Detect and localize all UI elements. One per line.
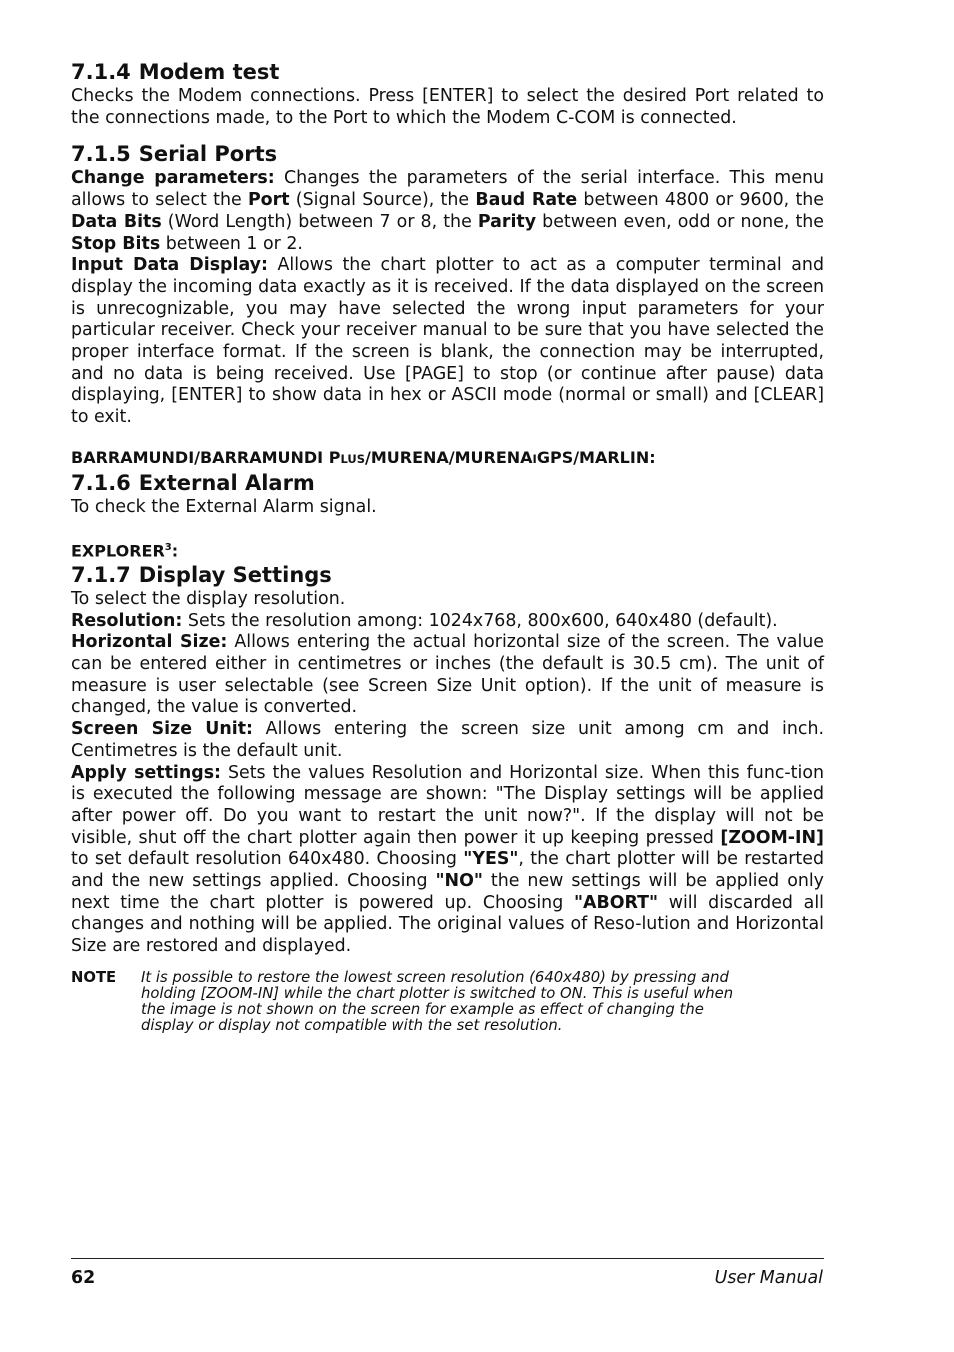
small-caps-run: LUS bbox=[340, 451, 365, 466]
model-applicability-barramundi bbox=[71, 448, 824, 469]
paragraph-resolution bbox=[71, 611, 824, 633]
note-text: It is possible to restore the lowest screen resolution (640x480) by pressing and holding [ZOOM-IN] while the chart plotter is switched to ON. This is useful when the image is not shown on the screen for example as effect of changing the display or display not compatible with the set resolution. bbox=[141, 968, 734, 1035]
term-label: Horizontal Size: bbox=[71, 632, 228, 653]
paragraph-external-alarm: To check the External Alarm signal. bbox=[71, 496, 377, 517]
page-content bbox=[71, 58, 824, 1035]
text-run: BARRAMUNDI/BARRAMUNDI bbox=[71, 447, 329, 467]
text-run: will discarded all changes and nothing will be applied. The original values of Reso-lution and Horizontal Size are restored and displayed. bbox=[71, 892, 824, 957]
term-label: Apply settings: bbox=[71, 762, 222, 783]
text-run: Allows entering the actual horizontal size of the screen. The value can be entered either in centimetres or inches (the default is 30.5 cm). The unit of measure is user selectable (see Screen Size Unit option). If the unit of measure is changed, the value is converted. bbox=[71, 632, 824, 718]
heading-external-alarm bbox=[71, 469, 824, 497]
section-title: External Alarm bbox=[138, 470, 315, 495]
term-data-bits: Data Bits bbox=[71, 211, 162, 232]
text-run: /MURENA/MURENA bbox=[364, 447, 533, 467]
text-run: between 4800 or 9600, the bbox=[577, 190, 825, 211]
text-run: Changes the parameters of the serial interface. This menu allows to select the bbox=[71, 168, 824, 211]
text-run: Allows entering the screen size unit among cm and inch. Centimetres is the default unit. bbox=[71, 719, 825, 761]
term-stop-bits: Stop Bits bbox=[71, 233, 161, 254]
text-run: P bbox=[328, 447, 341, 467]
term-label: Change parameters: bbox=[71, 168, 275, 189]
term-no: "NO" bbox=[435, 871, 483, 892]
text-run: the new settings will be applied only next time the chart plotter is powered up. Choosing bbox=[71, 871, 824, 913]
note-block bbox=[71, 970, 824, 1035]
text-run: to set default resolution 640x480. Choosing bbox=[71, 849, 464, 870]
section-serial-ports bbox=[71, 140, 824, 428]
term-abort: "ABORT" bbox=[573, 892, 659, 913]
footer-divider bbox=[71, 1258, 824, 1259]
section-title: Modem test bbox=[138, 60, 280, 84]
section-number: 7.1.5 bbox=[71, 142, 131, 167]
section-title: Display Settings bbox=[138, 562, 332, 587]
section-number: 7.1.6 bbox=[71, 470, 131, 495]
section-number: 7.1.4 bbox=[71, 60, 131, 84]
paragraph-modem-test: Checks the Modem connections. Press [ENTER] to select the desired Port related to the connections made, to the Port to which the Modem C-COM is connected. bbox=[71, 86, 824, 128]
paragraph-display-intro: To select the display resolution. bbox=[71, 588, 346, 609]
superscript: 3 bbox=[164, 541, 172, 553]
text-run: , the chart plotter will be restarted and the new settings applied. Choosing bbox=[71, 849, 824, 892]
text-run: Sets the resolution among: 1024x768, 800x600, 640x480 (default). bbox=[182, 610, 778, 631]
term-baud-rate: Baud Rate bbox=[475, 190, 578, 211]
text-run: : bbox=[171, 540, 179, 560]
text-run: EXPLORER bbox=[71, 540, 165, 560]
term-yes: "YES" bbox=[463, 849, 519, 870]
paragraph-input-data-display bbox=[71, 255, 824, 429]
term-zoom-in: [ZOOM-IN] bbox=[720, 827, 824, 848]
heading-serial-ports bbox=[71, 140, 824, 168]
text-run: Sets the values Resolution and Horizontal size. When this func-tion is executed the following message are shown: "The Display settings will be applied after power off. Do you want to restart the unit now?". If the display will not be visible, shut off the chart plotter again then power it up keeping pressed bbox=[71, 762, 824, 848]
text-run: (Word Length) between 7 or 8, the bbox=[161, 211, 478, 232]
note-label: NOTE bbox=[71, 968, 117, 986]
term-port: Port bbox=[247, 190, 290, 211]
paragraph-horizontal-size bbox=[71, 632, 824, 719]
text-run: Allows the chart plotter to act as a computer terminal and display the incoming data exactly as it is received. If the data displayed on the screen is unrecognizable, you may have selected the wrong input parameters for your particular receiver. Check your receiver manual to be sure that you have selected the proper interface format. If the screen is blank, the connection may be interrupted, and no data is being received. Use [PAGE] to stop (or continue after pause) data displaying, [ENTER] to show data in hex or ASCII mode (normal or small) and [CLEAR] to exit. bbox=[71, 255, 824, 428]
section-number: 7.1.7 bbox=[71, 562, 131, 587]
section-display-settings bbox=[71, 561, 824, 958]
section-external-alarm bbox=[71, 469, 824, 519]
text-run: GPS/MARLIN: bbox=[536, 447, 656, 467]
footer-title: User Manual bbox=[714, 1268, 823, 1288]
heading-display-settings bbox=[71, 561, 824, 589]
page-number: 62 bbox=[71, 1268, 96, 1288]
paragraph-change-parameters bbox=[71, 168, 824, 255]
text-run: between even, odd or none, the bbox=[536, 211, 824, 232]
term-parity: Parity bbox=[477, 211, 537, 232]
small-caps-run: I bbox=[532, 451, 537, 466]
paragraph-screen-size-unit bbox=[71, 719, 824, 762]
section-title: Serial Ports bbox=[138, 142, 278, 167]
term-label: Resolution: bbox=[71, 610, 183, 631]
term-label: Input Data Display: bbox=[71, 255, 268, 276]
section-modem-test bbox=[71, 58, 824, 129]
model-applicability-explorer bbox=[71, 538, 824, 561]
paragraph-apply-settings bbox=[71, 763, 824, 958]
text-run: (Signal Source), the bbox=[289, 190, 476, 211]
text-run: between 1 or 2. bbox=[160, 233, 303, 254]
heading-modem-test bbox=[71, 58, 824, 86]
term-label: Screen Size Unit: bbox=[71, 719, 253, 740]
